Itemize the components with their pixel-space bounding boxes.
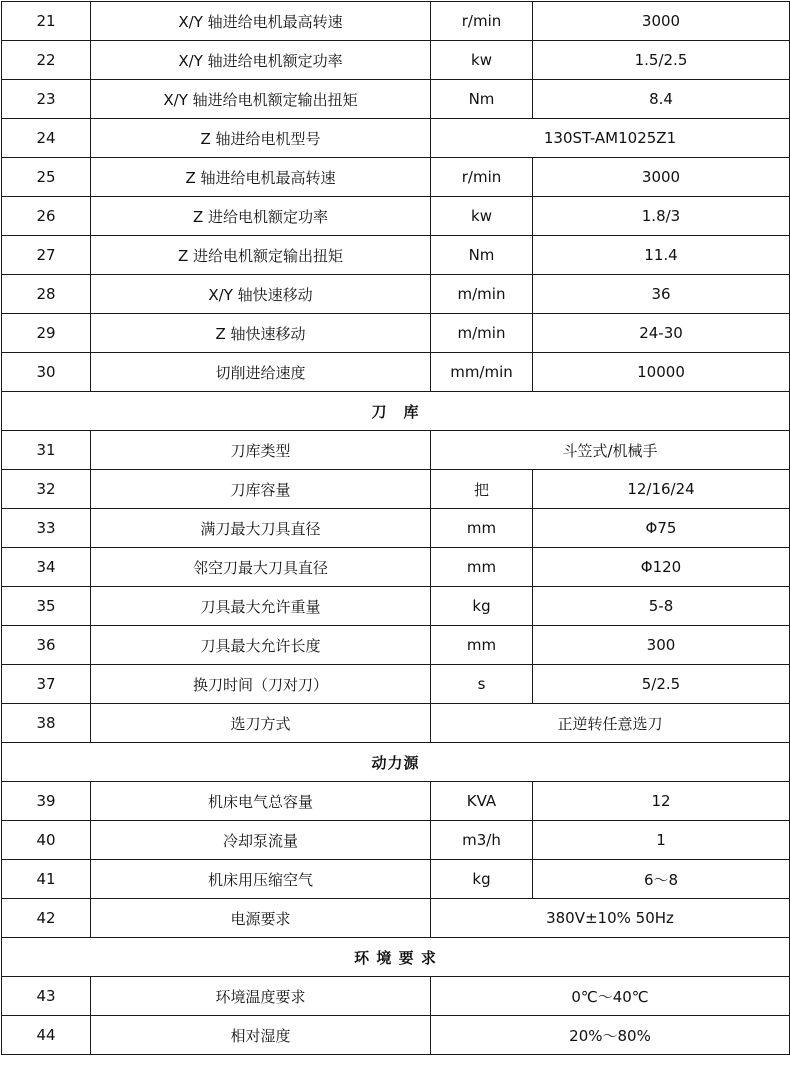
row-number: 37 — [2, 665, 91, 704]
item-name: 相对湿度 — [91, 1016, 431, 1055]
table-row — [2, 587, 790, 626]
item-name: Z 进给电机额定输出扭矩 — [91, 236, 431, 275]
unit-cell: mm — [431, 548, 533, 587]
item-name: 刀库类型 — [91, 431, 431, 470]
item-name: 满刀最大刀具直径 — [91, 509, 431, 548]
table-row — [2, 821, 790, 860]
table-row — [2, 782, 790, 821]
item-name: 机床用压缩空气 — [91, 860, 431, 899]
value-cell: 5/2.5 — [533, 665, 790, 704]
section-header: 环 境 要 求 — [2, 938, 790, 977]
value-cell: 10000 — [533, 353, 790, 392]
row-number: 38 — [2, 704, 91, 743]
row-number: 35 — [2, 587, 91, 626]
table-row — [2, 626, 790, 665]
value-cell: 斗笠式/机械手 — [431, 431, 790, 470]
unit-cell: kw — [431, 41, 533, 80]
row-number: 25 — [2, 158, 91, 197]
value-cell: 11.4 — [533, 236, 790, 275]
unit-cell: m/min — [431, 314, 533, 353]
item-name: Z 进给电机额定功率 — [91, 197, 431, 236]
value-cell: 1 — [533, 821, 790, 860]
row-number: 33 — [2, 509, 91, 548]
item-name: X/Y 轴快速移动 — [91, 275, 431, 314]
value-cell: 5-8 — [533, 587, 790, 626]
row-number: 42 — [2, 899, 91, 938]
row-number: 39 — [2, 782, 91, 821]
unit-cell: kg — [431, 860, 533, 899]
spec-table-body — [2, 2, 790, 1055]
value-cell: Φ120 — [533, 548, 790, 587]
table-row — [2, 80, 790, 119]
table-row — [2, 470, 790, 509]
value-cell: 0℃～40℃ — [431, 977, 790, 1016]
table-row — [2, 860, 790, 899]
table-row — [2, 665, 790, 704]
item-name: X/Y 轴进给电机额定输出扭矩 — [91, 80, 431, 119]
item-name: 刀库容量 — [91, 470, 431, 509]
item-name: 切削进给速度 — [91, 353, 431, 392]
table-row — [2, 353, 790, 392]
table-row — [2, 197, 790, 236]
item-name: 电源要求 — [91, 899, 431, 938]
table-row — [2, 431, 790, 470]
row-number: 24 — [2, 119, 91, 158]
item-name: Z 轴进给电机最高转速 — [91, 158, 431, 197]
table-row — [2, 41, 790, 80]
item-name: 选刀方式 — [91, 704, 431, 743]
row-number: 29 — [2, 314, 91, 353]
unit-cell: mm — [431, 626, 533, 665]
row-number: 30 — [2, 353, 91, 392]
value-cell: 1.5/2.5 — [533, 41, 790, 80]
value-cell: 3000 — [533, 2, 790, 41]
row-number: 31 — [2, 431, 91, 470]
unit-cell: Nm — [431, 236, 533, 275]
unit-cell: s — [431, 665, 533, 704]
item-name: 环境温度要求 — [91, 977, 431, 1016]
row-number: 36 — [2, 626, 91, 665]
value-cell: 24-30 — [533, 314, 790, 353]
item-name: Z 轴快速移动 — [91, 314, 431, 353]
value-cell: 8.4 — [533, 80, 790, 119]
section-header-row — [2, 743, 790, 782]
value-cell: 12/16/24 — [533, 470, 790, 509]
row-number: 22 — [2, 41, 91, 80]
section-header-row — [2, 392, 790, 431]
item-name: 邻空刀最大刀具直径 — [91, 548, 431, 587]
value-cell: 20%～80% — [431, 1016, 790, 1055]
unit-cell: kw — [431, 197, 533, 236]
section-header: 动力源 — [2, 743, 790, 782]
row-number: 34 — [2, 548, 91, 587]
value-cell: 36 — [533, 275, 790, 314]
unit-cell: 把 — [431, 470, 533, 509]
table-row — [2, 1016, 790, 1055]
unit-cell: r/min — [431, 2, 533, 41]
unit-cell: mm/min — [431, 353, 533, 392]
unit-cell: Nm — [431, 80, 533, 119]
row-number: 41 — [2, 860, 91, 899]
value-cell: 300 — [533, 626, 790, 665]
row-number: 44 — [2, 1016, 91, 1055]
table-row — [2, 2, 790, 41]
item-name: X/Y 轴进给电机最高转速 — [91, 2, 431, 41]
table-row — [2, 119, 790, 158]
spec-table — [1, 1, 790, 1055]
unit-cell: m/min — [431, 275, 533, 314]
row-number: 26 — [2, 197, 91, 236]
row-number: 32 — [2, 470, 91, 509]
row-number: 43 — [2, 977, 91, 1016]
item-name: 换刀时间（刀对刀） — [91, 665, 431, 704]
row-number: 40 — [2, 821, 91, 860]
item-name: 冷却泵流量 — [91, 821, 431, 860]
table-row — [2, 509, 790, 548]
section-header-row — [2, 938, 790, 977]
value-cell: 1.8/3 — [533, 197, 790, 236]
table-row — [2, 899, 790, 938]
table-row — [2, 158, 790, 197]
item-name: 机床电气总容量 — [91, 782, 431, 821]
value-cell: Φ75 — [533, 509, 790, 548]
table-row — [2, 314, 790, 353]
row-number: 23 — [2, 80, 91, 119]
item-name: 刀具最大允许重量 — [91, 587, 431, 626]
item-name: 刀具最大允许长度 — [91, 626, 431, 665]
section-header: 刀 库 — [2, 392, 790, 431]
unit-cell: m3/h — [431, 821, 533, 860]
item-name: X/Y 轴进给电机额定功率 — [91, 41, 431, 80]
value-cell: 正逆转任意选刀 — [431, 704, 790, 743]
unit-cell: r/min — [431, 158, 533, 197]
unit-cell: kg — [431, 587, 533, 626]
row-number: 28 — [2, 275, 91, 314]
table-row — [2, 704, 790, 743]
table-row — [2, 275, 790, 314]
value-cell: 6～8 — [533, 860, 790, 899]
row-number: 27 — [2, 236, 91, 275]
value-cell: 12 — [533, 782, 790, 821]
table-row — [2, 977, 790, 1016]
unit-cell: mm — [431, 509, 533, 548]
value-cell: 3000 — [533, 158, 790, 197]
unit-cell: KVA — [431, 782, 533, 821]
item-name: Z 轴进给电机型号 — [91, 119, 431, 158]
value-cell: 130ST-AM1025Z1 — [431, 119, 790, 158]
table-row — [2, 548, 790, 587]
table-row — [2, 236, 790, 275]
row-number: 21 — [2, 2, 91, 41]
value-cell: 380V±10% 50Hz — [431, 899, 790, 938]
